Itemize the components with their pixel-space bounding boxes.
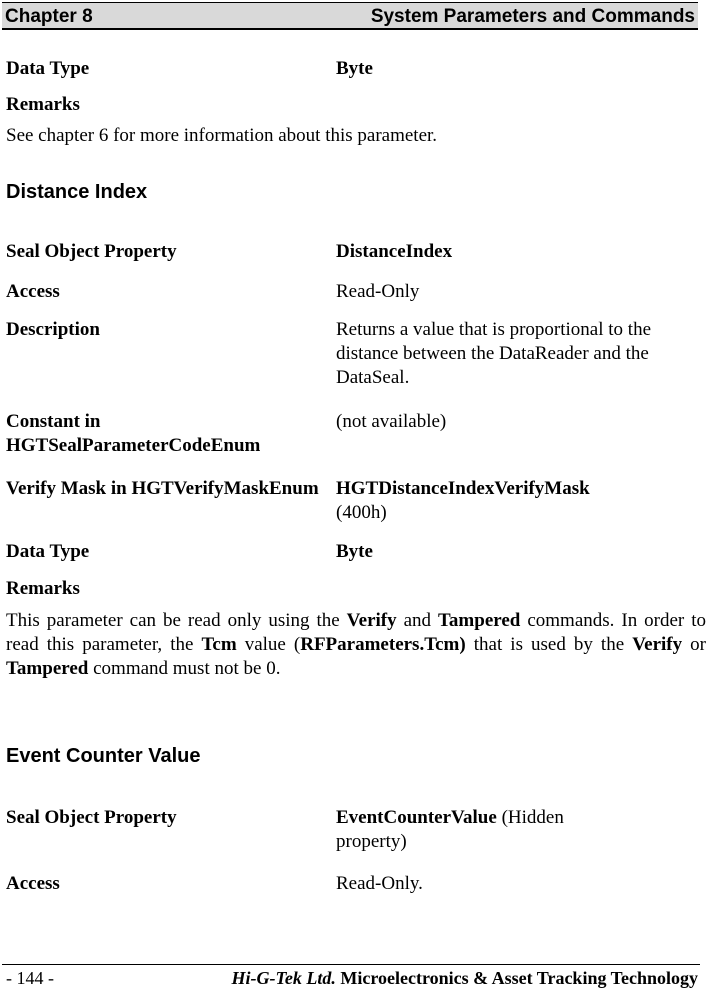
page-header	[2, 2, 698, 30]
verify-command: Verify	[346, 610, 397, 631]
remarks-label: Remarks	[6, 578, 80, 599]
remarks-text: See chapter 6 for more information about this parameter.	[6, 125, 438, 146]
verify-command: Verify	[632, 634, 683, 655]
chapter-label: Chapter 8	[5, 6, 93, 27]
page-number: - 144 -	[6, 968, 54, 988]
remarks-label: Remarks	[6, 94, 80, 115]
tampered-command: Tampered	[6, 658, 89, 679]
data-type-value: Byte	[336, 541, 373, 562]
footer-rule	[2, 964, 700, 965]
data-type-key: Data Type	[6, 541, 90, 562]
data-type-value: Byte	[336, 58, 373, 79]
property-value	[336, 806, 636, 854]
description-value: Returns a value that is proportional to the distance between the DataReader and the DataSeal.	[336, 319, 652, 388]
property-key: Seal Object Property	[6, 241, 177, 262]
company-name: Hi-G-Tek Ltd.	[231, 968, 336, 988]
access-key: Access	[6, 281, 60, 302]
company-line	[232, 968, 698, 989]
mask-name: HGTDistanceIndexVerifyMask	[336, 478, 590, 499]
access-value: Read-Only	[336, 281, 420, 302]
company-tagline: Microelectronics & Asset Tracking Technology	[335, 968, 698, 988]
mask-value	[336, 477, 706, 525]
constant-key: Constant in HGTSealParameterCodeEnum	[6, 411, 261, 456]
mask-hex: (400h)	[336, 502, 387, 523]
remarks-paragraph: This parameter can be read only using the Verify and Tampered commands. In order to read this parameter, the Tcm value (RFParameters.Tcm) that is used by the Verify or Tampered command must not be 0.	[6, 610, 706, 679]
tampered-command: Tampered	[438, 610, 521, 631]
mask-key: Verify Mask in HGTVerifyMaskEnum	[6, 478, 319, 499]
section-title-event-counter: Event Counter Value	[6, 745, 201, 767]
access-value: Read-Only.	[336, 873, 423, 894]
property-note: (Hidden property)	[336, 807, 564, 852]
tcm-term: Tcm	[201, 634, 237, 655]
chapter-title: System Parameters and Commands	[370, 6, 695, 27]
data-type-key: Data Type	[6, 58, 90, 79]
rfparameters-tcm: RFParameters.Tcm)	[300, 634, 466, 655]
property-value: DistanceIndex	[336, 241, 453, 262]
property-name: EventCounterValue	[336, 807, 497, 828]
constant-value: (not available)	[336, 411, 447, 432]
access-key: Access	[6, 873, 60, 894]
property-key: Seal Object Property	[6, 807, 177, 828]
description-key: Description	[6, 319, 100, 340]
section-title-distance-index: Distance Index	[6, 181, 148, 203]
